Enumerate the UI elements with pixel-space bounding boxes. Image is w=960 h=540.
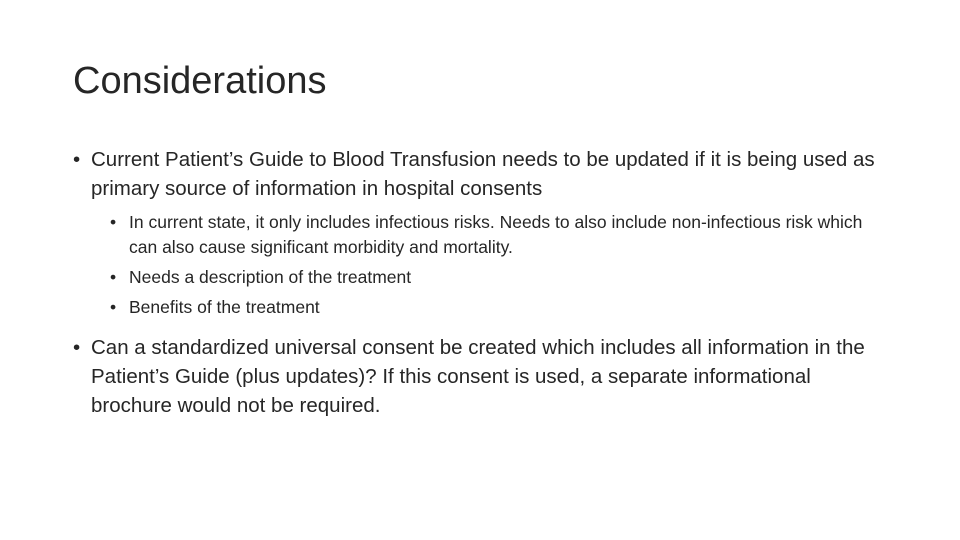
bullet-dot-icon: • <box>73 148 81 171</box>
sub-bullet-text: Benefits of the treatment <box>129 297 320 317</box>
sub-bullet-item <box>73 210 888 260</box>
bullet-text: Can a standardized universal consent be created which includes all information in the Patient’s Guide (plus updates)? If this consent is used, a separate informational brochure would not be required. <box>91 336 865 417</box>
slide-title: Considerations <box>73 60 327 102</box>
sub-bullet-text: Needs a description of the treatment <box>129 267 412 287</box>
sub-bullet-text: In current state, it only includes infectious risks. Needs to also include non-infectious risk which can also cause significant morbidity and mortality. <box>129 212 863 257</box>
bullet-text: Current Patient’s Guide to Blood Transfusion needs to be updated if it is being used as primary source of information in hospital consents <box>91 148 875 200</box>
bullet-dot-icon: • <box>110 212 117 232</box>
bullet-dot-icon: • <box>110 297 117 317</box>
sub-bullet-item <box>73 265 888 290</box>
bullet-item <box>73 145 888 203</box>
sub-bullet-item <box>73 295 888 320</box>
bullet-dot-icon: • <box>110 267 117 287</box>
slide-body <box>73 145 888 420</box>
bullet-dot-icon: • <box>73 336 81 359</box>
sub-bullet-list <box>73 210 888 320</box>
bullet-item <box>73 333 888 420</box>
